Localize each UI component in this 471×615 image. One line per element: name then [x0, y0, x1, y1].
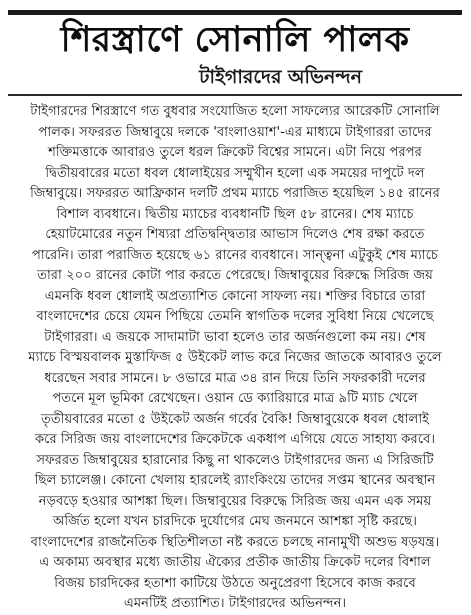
- body-line: এ অকাম্য অবস্থার মধ্যে জাতীয় ঐক্যের প্রতীক জাতীয় ক্রিকেট দলের বিশাল: [39, 555, 431, 570]
- body-line: বাংলাদেশের চেয়ে যেমন পিছিয়ে তেমনি স্বাগতিক দলের সুবিধা নিয়ে খেলেছে: [36, 309, 434, 324]
- body-line: দ্বিতীয়বারের মতো ধবল ধোলাইয়ের সম্মুখীন হলো এক সময়ের দাপুটে দল: [45, 165, 425, 181]
- body-line: ধরেছেন সবার সামনে। ৮ ওভারে মাত্র ৩৪ রান দিয়ে তিনি সফরকারী দলের: [44, 370, 426, 386]
- body-line: অর্জিত হলো যখন চারদিকে দুর্যোগের মেঘ জনমনে আশঙ্কা সৃষ্টি করছে।: [52, 514, 417, 529]
- article-body: [8, 102, 462, 615]
- divider-rule: [8, 94, 462, 96]
- body-line: টাইগারদের শিরস্ত্রাণে গত বুধবার সংযোজিত হলো সাফল্যের আরেকটি সোনালি: [30, 104, 440, 119]
- top-rule: [8, 10, 462, 15]
- body-line: নড়বড়ে হওয়ার আশঙ্কা ছিল। জিম্বাবুয়ের বিরুদ্ধে সিরিজ জয় এমন এক সময়: [38, 493, 432, 509]
- body-line: ম্যাচে বিস্ময়বালক মুস্তাফিজ ৫ উইকেট লাভ করে নিজের জাতকে আবারও তুলে: [28, 350, 442, 365]
- body-line: তৃতীয়বারের মতো ৫ উইকেট অর্জন গর্বের বৈকি! জিম্বাবুয়েকে ধবল ধোলাই: [40, 411, 430, 427]
- body-line: শক্তিমত্তাকে আবারও তুলে ধরল ক্রিকেট বিশ্বের সামনে। এটা নিয়ে পরপর: [48, 145, 422, 160]
- body-line: বিশাল ব্যবধানে। দ্বিতীয় ম্যাচের ব্যবধানটি ছিল ৫৮ রানের। শেষ ম্যাচে: [56, 206, 414, 222]
- body-line: পারেনি। তারা পরাজিত হয়েছে ৬১ রানের ব্যবধানে। সান্ত্বনা এটুকুই শেষ ম্যাচে: [31, 247, 439, 263]
- body-line: হেয়াটমোরের নতুন শিষ্যরা প্রতিদ্বন্দ্বিতার আভাস দিলেও শেষ রক্ষা করতে: [45, 227, 425, 242]
- body-line: করে সিরিজ জয় বাংলাদেশের ক্রিকেটকে একধাপ এগিয়ে যেতে সাহায্য করবে।: [34, 432, 436, 447]
- headline: শিরস্ত্রাণে সোনালি পালক: [60, 20, 410, 60]
- body-line: তারা ২০০ রানের কোটা পার করতে পেরেছে। জিম্বাবুয়ের বিরুদ্ধে সিরিজ জয়: [37, 268, 433, 283]
- body-line: এমনকি ধবল ধোলাই অপ্রত্যাশিত কোনো সাফল্য নয়। শক্তির বিচারে তারা: [44, 288, 426, 304]
- body-line: এমনটিই প্রত্যাশিত। টাইগারদের অভিনন্দন।: [123, 596, 347, 611]
- body-line: টাইগাররা। এ জয়কে সাদামাটা ভাবা হলেও তার অর্জনগুলো কম নয়। শেষ: [44, 329, 426, 345]
- body-line: জিম্বাবুয়ে। সফররত আফ্রিকান দলটি প্রথম ম্যাচে পরাজিত হয়েছিল ১৪৫ রানের: [30, 186, 440, 201]
- body-line: সফররত জিম্বাবুয়ের হারানোর কিছু না থাকলেও টাইগারদের জন্য এ সিরিজটি: [36, 452, 434, 468]
- body-line: বাংলাদেশের রাজনৈতিক স্থিতিশীলতা নষ্ট করতে চলছে নানামুখী অশুভ ষড়যন্ত্র।: [30, 534, 440, 550]
- body-line: বিজয় চারদিকের হতাশা কাটিয়ে উঠতে অনুপ্রেরণা হিসেবে কাজ করবে: [54, 575, 416, 591]
- body-line: পতনে মূল ভূমিকা রেখেছেন। ওয়ান ডে ক্যারিয়ারে মাত্র ৯টি ম্যাচ খেলে: [52, 391, 418, 406]
- body-line: পালক। সফররত জিম্বাবুয়ে দলকে 'বাংলাওয়াশ'-এর মাধ্যমে টাইগাররা তাদের: [38, 124, 432, 140]
- body-line: ছিল চ্যালেঞ্জ। কোনো খেলায় হারলেই র‌্যাংকিংয়ে তাদের সপ্তম স্থানের অবস্থান: [34, 473, 436, 488]
- subheadline-row: [8, 64, 462, 90]
- subheadline: টাইগারদের অভিনন্দন: [199, 66, 362, 88]
